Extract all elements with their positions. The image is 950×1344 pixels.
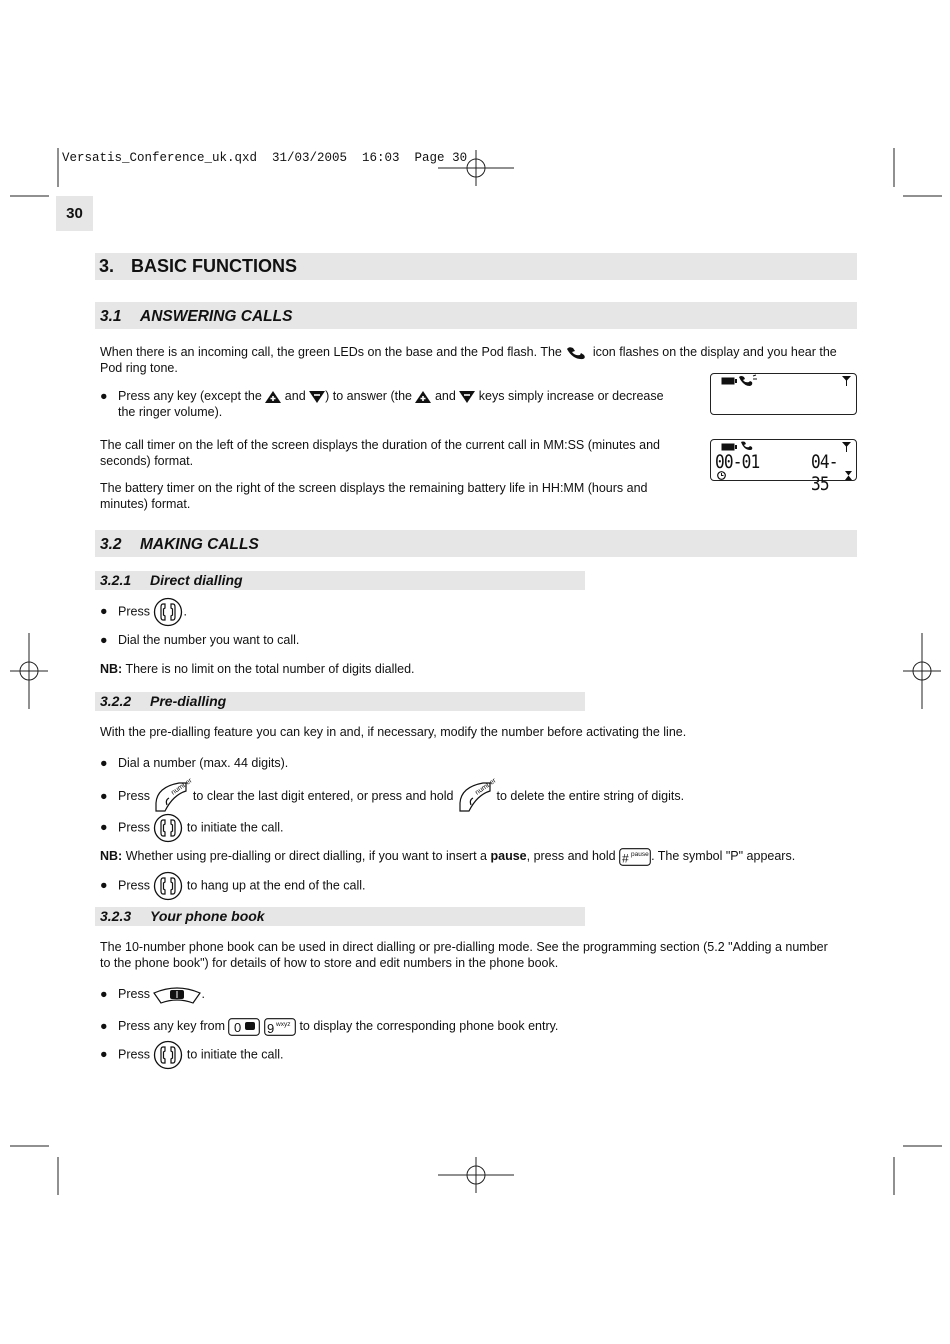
- section-heading: [95, 253, 857, 280]
- predial-intro: With the pre-dialling feature you can key in and, if necessary, modify the number before activating the line.: [100, 725, 687, 739]
- nb-bold-text: pause: [490, 849, 527, 863]
- nb-label: NB:: [100, 849, 123, 863]
- bullet-icon: ●: [100, 987, 108, 1001]
- list-item: [100, 1040, 718, 1070]
- bullet-icon: ●: [100, 789, 108, 803]
- list-item: [100, 813, 718, 843]
- phonebook-key-icon: [153, 985, 201, 1005]
- subsubsection-title: Direct dialling: [150, 572, 243, 588]
- volume-down-key-icon: [309, 391, 325, 403]
- paragraph-text: seconds) format.: [100, 453, 194, 468]
- svg-text:#: #: [622, 851, 629, 866]
- battery-icon: [721, 443, 737, 451]
- list-item: [100, 756, 718, 772]
- bullet-text: Dial a number (max. 44 digits).: [118, 756, 289, 770]
- phone-icon: [740, 441, 754, 451]
- clock-icon: [717, 471, 726, 480]
- phone-ring-icon: [565, 346, 589, 360]
- bullet-text: Press: [118, 789, 150, 803]
- nb-text: , press and hold: [526, 849, 616, 863]
- line-key-icon: [153, 813, 183, 843]
- svg-text:0: 0: [234, 1019, 242, 1035]
- bullet-icon: ●: [100, 389, 108, 403]
- list-item: [100, 776, 858, 813]
- list-item: [100, 1012, 818, 1040]
- subsubsection-number: 3.2.3: [100, 908, 132, 924]
- bullet-text: Press: [118, 987, 150, 1001]
- bullet-text: Press any key (except the: [118, 389, 262, 403]
- zero-key-icon: [228, 1018, 260, 1036]
- page-number: 30: [56, 196, 93, 231]
- bullet-text: Press: [118, 878, 150, 893]
- bullet-icon: ●: [100, 820, 108, 834]
- bullet-text: .: [183, 604, 187, 619]
- paragraph-text: The battery timer on the right of the screen displays the remaining battery life in HH:MM (hours and: [100, 481, 648, 495]
- volume-up-key-icon: [265, 391, 281, 403]
- bullet-text: to initiate the call.: [186, 1047, 284, 1062]
- list-item: [100, 633, 718, 649]
- hourglass-icon: [845, 471, 852, 480]
- bullet-text: to delete the entire string of digits.: [496, 789, 685, 803]
- bullet-icon: ●: [100, 756, 108, 770]
- subsection-heading-3-1: [95, 302, 857, 329]
- list-item: [100, 389, 688, 420]
- bullet-icon: ●: [100, 1019, 108, 1033]
- nb-note: [100, 662, 800, 678]
- subsubsection-heading-3-2-3: [95, 907, 585, 926]
- subsubsection-title: Your phone book: [150, 908, 265, 924]
- paragraph-text: minutes) format.: [100, 496, 191, 511]
- bullet-text: Press: [118, 1047, 150, 1062]
- lcd-ringing-display: [710, 373, 857, 415]
- subsubsection-number: 3.2.2: [100, 693, 132, 709]
- intro-text: icon flashes on the display and you hear the: [592, 345, 837, 359]
- intro-text: When there is an incoming call, the green LEDs on the base and the Pod flash. The: [100, 345, 562, 359]
- phone-ring-icon: [737, 375, 757, 387]
- paragraph-text: to the phone book") for details of how to store and edit numbers in the phone book.: [100, 955, 559, 970]
- clear-key-icon: [153, 776, 195, 813]
- bullet-text: keys simply increase or decrease: [478, 389, 664, 403]
- lcd-battery-timer: 04-35: [811, 451, 838, 495]
- clear-key-icon: [457, 776, 498, 813]
- volume-up-key-icon: [415, 391, 431, 403]
- svg-text:number: number: [170, 776, 195, 797]
- file-slug: Versatis_Conference_uk.qxd 31/03/2005 16:03 Page 30: [62, 151, 468, 165]
- bullet-text: Dial the number you want to call.: [118, 633, 300, 647]
- bullet-icon: ●: [100, 633, 108, 647]
- phonebook-intro: [100, 940, 860, 971]
- subsection-number: 3.2: [100, 536, 122, 553]
- battery-timer-text: [100, 481, 676, 512]
- lcd-timer-display: [710, 439, 857, 495]
- paragraph-text: The call timer on the left of the screen displays the duration of the current call in MM:SS (minutes and: [100, 438, 660, 452]
- bullet-text: to clear the last digit entered, or press and hold: [192, 789, 454, 803]
- bullet-text: .: [201, 987, 205, 1001]
- subsubsection-heading-3-2-1: [95, 571, 585, 590]
- lcd-call-timer: 00-01: [715, 451, 760, 473]
- intro-text: Pod ring tone.: [100, 360, 178, 375]
- bullet-text: to initiate the call.: [186, 820, 284, 835]
- subsection-heading-3-2: [95, 530, 857, 557]
- volume-down-key-icon: [459, 391, 475, 403]
- list-item: [100, 980, 718, 1008]
- svg-text:pause: pause: [631, 850, 649, 858]
- bullet-text: and: [284, 389, 306, 403]
- line-key-icon: [153, 597, 183, 627]
- svg-text:9: 9: [266, 1020, 275, 1036]
- nine-key-icon: [264, 1018, 296, 1036]
- answer-intro: [100, 345, 860, 376]
- bullet-text: Press: [118, 820, 150, 835]
- nb-text: . The symbol "P" appears.: [651, 849, 796, 863]
- section-title: BASIC FUNCTIONS: [131, 256, 297, 276]
- bullet-text: to display the corresponding phone book entry.: [299, 1019, 559, 1033]
- line-key-icon: [153, 871, 183, 901]
- list-item: [100, 597, 718, 627]
- bullet-text: to hang up at the end of the call.: [186, 878, 366, 893]
- bullet-text: Press: [118, 604, 150, 619]
- line-key-icon: [153, 1040, 183, 1070]
- call-timer-text: [100, 438, 676, 469]
- subsection-title: ANSWERING CALLS: [140, 308, 293, 325]
- subsubsection-number: 3.2.1: [100, 572, 132, 588]
- subsection-number: 3.1: [100, 308, 122, 325]
- svg-text:number: number: [474, 776, 498, 797]
- list-item: [100, 871, 718, 901]
- bullet-text: and: [434, 389, 456, 403]
- nb-text: Whether using pre-dialling or direct dialling, if you want to insert a: [125, 849, 487, 863]
- bullet-text: the ringer volume).: [118, 404, 223, 419]
- nb-label: NB:: [100, 662, 123, 676]
- subsection-title: MAKING CALLS: [140, 536, 259, 553]
- section-number: 3.: [99, 256, 115, 276]
- battery-icon: [721, 377, 737, 385]
- subsubsection-title: Pre-dialling: [150, 693, 227, 709]
- svg-text:wxyz: wxyz: [275, 1020, 291, 1028]
- bullet-icon: ●: [100, 878, 108, 892]
- antenna-icon: [842, 376, 851, 386]
- hash-pause-key-icon: [619, 848, 651, 866]
- bullet-text: ) to answer (the: [325, 389, 412, 403]
- subsubsection-heading-3-2-2: [95, 692, 585, 711]
- bullet-icon: ●: [100, 604, 108, 618]
- bullet-text: Press any key from: [118, 1019, 225, 1033]
- paragraph-text: The 10-number phone book can be used in direct dialling or pre-dialling mode. See the programming section (5.2 "Adding a number: [100, 940, 828, 954]
- nb-note: [100, 845, 860, 867]
- nb-text: There is no limit on the total number of digits dialled.: [125, 662, 415, 676]
- bullet-icon: ●: [100, 1047, 108, 1061]
